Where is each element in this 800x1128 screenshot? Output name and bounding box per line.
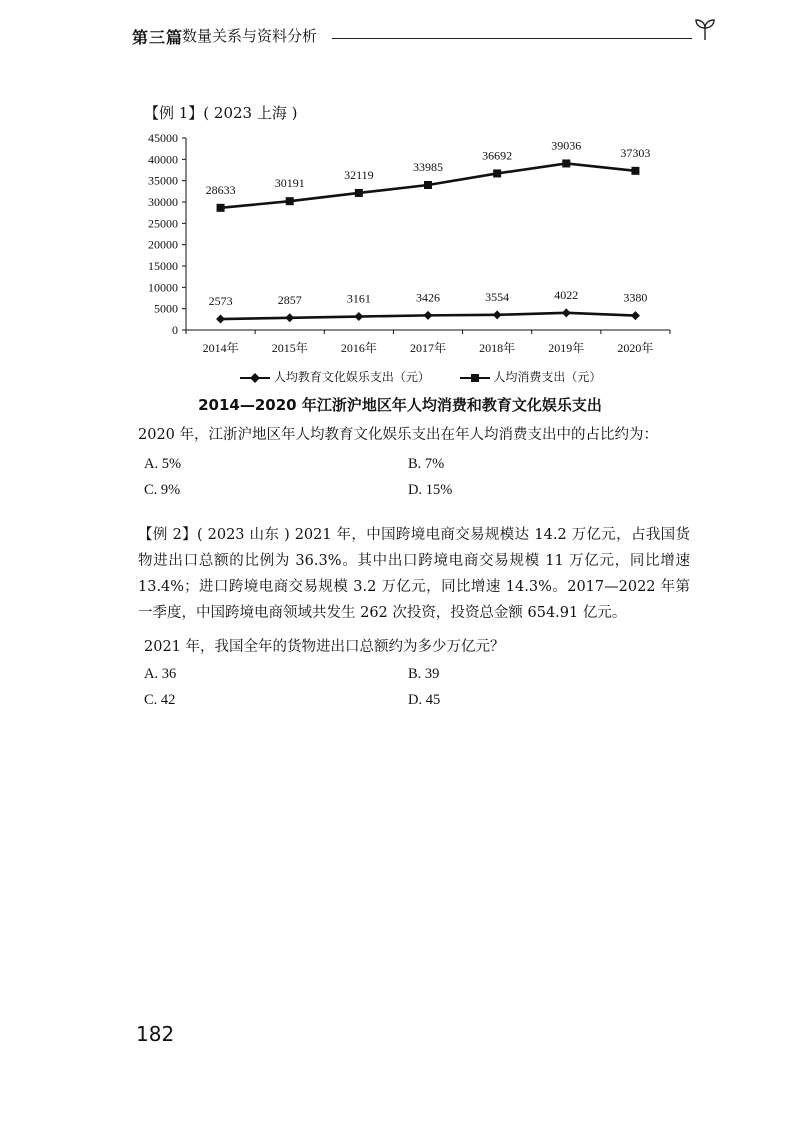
example2-option-a: A. 36	[144, 666, 177, 682]
y-tick-label: 0	[172, 323, 178, 337]
legend-edu-label: 人均教育文化娱乐支出（元）	[273, 370, 430, 384]
header-rule	[332, 38, 692, 39]
x-tick-label: 2016年	[340, 341, 377, 355]
data-label: 4022	[554, 287, 579, 302]
data-label: 36692	[482, 148, 513, 163]
legend-square-icon	[460, 372, 490, 384]
data-label: 32119	[344, 167, 374, 182]
header-chapter: 数量关系与资料分析	[182, 27, 318, 45]
data-label: 3380	[623, 290, 648, 305]
data-point-diamond	[354, 312, 363, 321]
data-point-square	[424, 181, 432, 189]
data-label: 33985	[413, 159, 443, 174]
example1-option-c: C. 9%	[144, 482, 181, 498]
data-point-square	[217, 204, 225, 212]
x-tick-label: 2019年	[548, 341, 585, 355]
example1-option-a: A. 5%	[144, 456, 182, 472]
x-tick-label: 2015年	[271, 341, 308, 355]
y-tick-label: 35000	[148, 173, 178, 188]
data-point-diamond	[631, 311, 640, 320]
header-section: 第三篇	[132, 28, 184, 47]
y-tick-label: 25000	[148, 216, 178, 231]
x-tick-label: 2014年	[202, 341, 239, 355]
sprout-icon	[692, 16, 718, 42]
example1-option-d: D. 15%	[408, 482, 453, 498]
data-label: 28633	[205, 182, 236, 197]
data-label: 3554	[485, 289, 510, 304]
y-tick-label: 30000	[148, 195, 178, 209]
data-label: 3426	[416, 290, 440, 305]
legend-diamond-icon	[240, 372, 270, 384]
x-tick-label: 2020年	[617, 341, 654, 355]
data-label: 2857	[277, 292, 302, 307]
data-point-square	[493, 169, 501, 177]
line-chart	[130, 128, 690, 368]
data-label: 30191	[274, 176, 305, 191]
legend-consume-label: 人均消费支出（元）	[493, 370, 602, 384]
y-tick-label: 10000	[148, 280, 178, 295]
example2-question: 2021 年，我国全年的货物进出口总额约为多少万亿元？	[144, 639, 505, 655]
chart-legend	[240, 368, 601, 385]
data-label: 2573	[208, 294, 233, 309]
x-tick-label: 2018年	[479, 341, 516, 355]
example2-option-d: D. 45	[408, 692, 441, 708]
data-label: 39036	[551, 138, 582, 153]
example1-title: 【例 1】( 2023 上海 )	[144, 104, 298, 122]
y-tick-label: 20000	[148, 237, 178, 252]
data-point-diamond	[562, 308, 571, 317]
data-point-diamond	[285, 313, 294, 322]
x-tick-label: 2017年	[409, 341, 447, 355]
example2-option-b: B. 39	[408, 666, 440, 682]
data-point-square	[562, 159, 570, 167]
data-label: 3161	[346, 291, 371, 306]
data-point-square	[631, 167, 639, 175]
y-tick-label: 45000	[148, 131, 178, 145]
data-point-diamond	[216, 315, 225, 324]
example1-question: 2020 年，江浙沪地区年人均教育文化娱乐支出在年人均消费支出中的占比约为：	[138, 427, 659, 443]
example2-option-c: C. 42	[144, 692, 176, 708]
example1-option-b: B. 7%	[408, 456, 445, 472]
example2-paragraph: 【例 2】( 2023 山东 ) 2021 年，中国跨境电商交易规模达 14.2 万亿元，占我国货物进出口总额的比例为 36.3%。其中出口跨境电商交易规模 11 万亿元，同比增速 13.4%；进口跨境电商交易规模 3.2 万亿元，同比增速 14.3%。2017—2022 年第一季度，中国跨境电商领域共发生 262 次投资，投资总金额 654.91 亿元。	[138, 527, 690, 621]
y-tick-label: 40000	[148, 152, 178, 167]
page-number: 182	[136, 1022, 175, 1046]
data-point-diamond	[493, 310, 502, 319]
chart-title: 2014—2020 年江浙沪地区年人均消费和教育文化娱乐支出	[198, 396, 602, 414]
data-point-diamond	[424, 311, 433, 320]
data-point-square	[286, 197, 294, 205]
data-label: 37303	[620, 145, 651, 160]
data-point-square	[355, 189, 363, 197]
y-tick-label: 15000	[148, 259, 178, 273]
y-tick-label: 5000	[154, 301, 178, 316]
running-header	[132, 22, 712, 52]
